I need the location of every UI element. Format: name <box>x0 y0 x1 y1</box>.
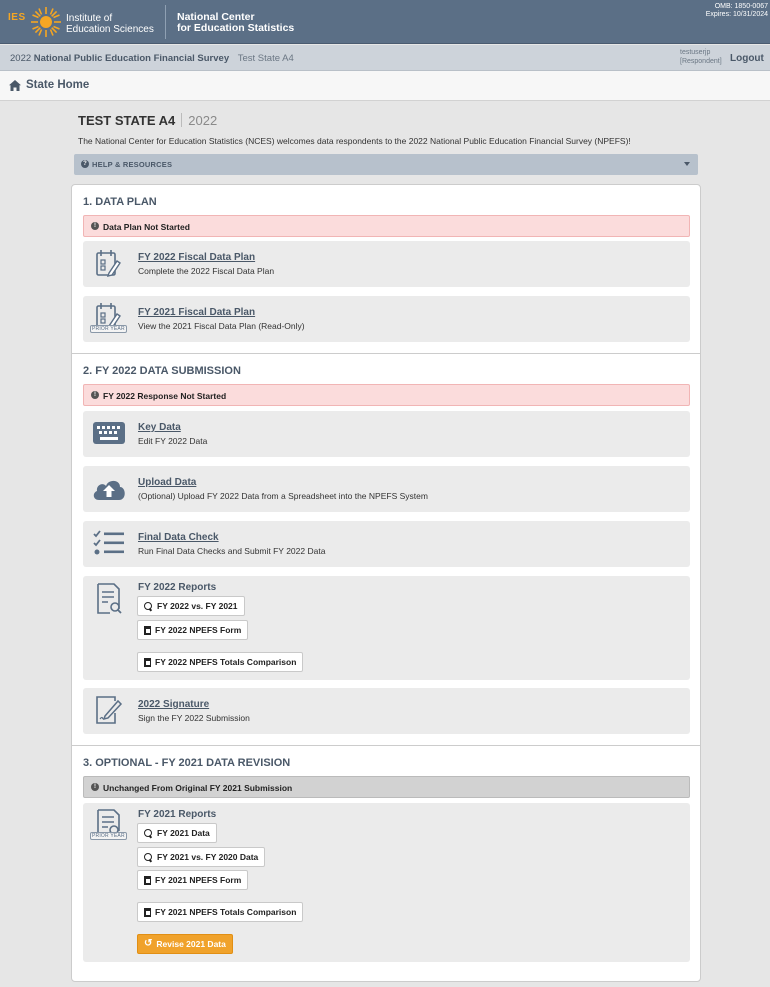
ies-sun-logo-icon <box>30 6 62 38</box>
prior-year-badge: PRIOR YEAR <box>92 833 125 839</box>
section-title-data-plan: 1. DATA PLAN <box>83 196 157 208</box>
fy2022-vs-fy2021-button[interactable]: FY 2022 vs. FY 2021 <box>137 596 245 616</box>
undo-icon: ↺ <box>144 938 153 949</box>
nces-name: National Center for Education Statistics <box>177 11 295 34</box>
user-info: testuserjp [Respondent] <box>680 49 722 65</box>
question-icon: ? <box>81 160 89 168</box>
fy2021-reports-card <box>83 803 690 962</box>
calendar-edit-icon <box>95 249 121 279</box>
breadcrumb <box>0 71 770 101</box>
info-icon: ! <box>91 391 99 399</box>
search-icon <box>144 602 153 611</box>
fy2022-npefs-form-button[interactable]: FY 2022 NPEFS Form <box>137 620 248 640</box>
prior-year-badge: PRIOR YEAR <box>92 326 125 332</box>
chevron-down-icon <box>684 162 690 166</box>
data-plan-status-alert: ! Data Plan Not Started <box>83 215 690 237</box>
home-icon <box>9 80 21 91</box>
upload-data-card: Upload Data (Optional) Upload FY 2022 Data from a Spreadsheet into the NPEFS System <box>83 466 690 512</box>
cloud-upload-icon <box>91 476 127 502</box>
survey-bar <box>0 45 770 71</box>
section-divider <box>72 745 700 746</box>
logout-link[interactable]: Logout <box>730 53 764 64</box>
search-icon <box>144 853 153 862</box>
institute-name: Institute of Education Sciences <box>66 13 154 35</box>
revision-status-alert: ! Unchanged From Original FY 2021 Submission <box>83 776 690 798</box>
signature-link[interactable]: 2022 Signature <box>138 699 210 710</box>
final-data-check-card: Final Data Check Run Final Data Checks and Submit FY 2022 Data <box>83 521 690 567</box>
submission-status-alert: ! FY 2022 Response Not Started <box>83 384 690 406</box>
survey-title: 2022 National Public Education Financial Survey Test State A4 <box>10 53 294 64</box>
fy2021-data-plan-link[interactable]: FY 2021 Fiscal Data Plan <box>138 307 256 318</box>
key-data-link[interactable]: Key Data <box>138 422 181 433</box>
main-panel <box>71 184 701 982</box>
header-divider <box>165 5 166 39</box>
pdf-icon <box>144 658 151 667</box>
search-icon <box>144 829 153 838</box>
info-icon: ! <box>91 222 99 230</box>
page-title: TEST STATE A4 2022 <box>78 113 218 128</box>
fy2021-vs-fy2020-button[interactable]: FY 2021 vs. FY 2020 Data <box>137 847 265 867</box>
fy2021-totals-comparison-button[interactable]: FY 2021 NPEFS Totals Comparison <box>137 902 303 922</box>
checklist-icon <box>93 530 125 556</box>
fy2021-reports-title: FY 2021 Reports <box>138 809 217 820</box>
upload-data-link[interactable]: Upload Data <box>138 477 197 488</box>
welcome-text: The National Center for Education Statistics (NCES) welcomes data respondents to the 2022 National Public Education Financial Survey (NPEFS)! <box>78 136 631 146</box>
report-search-icon <box>95 583 123 615</box>
fy2021-data-button[interactable]: FY 2021 Data <box>137 823 217 843</box>
fy2021-data-plan-card: PRIOR YEAR FY 2021 Fiscal Data Plan View the 2021 Fiscal Data Plan (Read-Only) <box>83 296 690 342</box>
fy2022-totals-comparison-button[interactable]: FY 2022 NPEFS Totals Comparison <box>137 652 303 672</box>
keyboard-icon <box>92 421 126 445</box>
ies-logo-text: IES <box>8 12 26 23</box>
signature-card: 2022 Signature Sign the FY 2022 Submission <box>83 688 690 734</box>
state-home-link[interactable]: State Home <box>9 79 89 91</box>
help-resources-toggle[interactable]: ? HELP & RESOURCES <box>74 154 698 175</box>
fy2022-reports-title: FY 2022 Reports <box>138 582 217 593</box>
fy2022-reports-card <box>83 576 690 680</box>
site-header <box>0 0 770 44</box>
section-title-data-submission: 2. FY 2022 DATA SUBMISSION <box>83 365 241 377</box>
fy2022-data-plan-link[interactable]: FY 2022 Fiscal Data Plan <box>138 252 256 263</box>
final-data-check-link[interactable]: Final Data Check <box>138 532 219 543</box>
pdf-icon <box>144 626 151 635</box>
key-data-card: Key Data Edit FY 2022 Data <box>83 411 690 457</box>
info-icon: ! <box>91 783 99 791</box>
fy2021-npefs-form-button[interactable]: FY 2021 NPEFS Form <box>137 870 248 890</box>
section-divider <box>72 353 700 354</box>
section-title-data-revision: 3. OPTIONAL - FY 2021 DATA REVISION <box>83 757 291 769</box>
pdf-icon <box>144 908 151 917</box>
pdf-icon <box>144 876 151 885</box>
fy2022-data-plan-card: FY 2022 Fiscal Data Plan Complete the 2022 Fiscal Data Plan <box>83 241 690 287</box>
omb-info: OMB: 1850-0067 Expires: 10/31/2024 <box>705 3 768 18</box>
signature-edit-icon <box>95 696 123 724</box>
revise-2021-data-button[interactable]: ↺ Revise 2021 Data <box>137 934 233 954</box>
